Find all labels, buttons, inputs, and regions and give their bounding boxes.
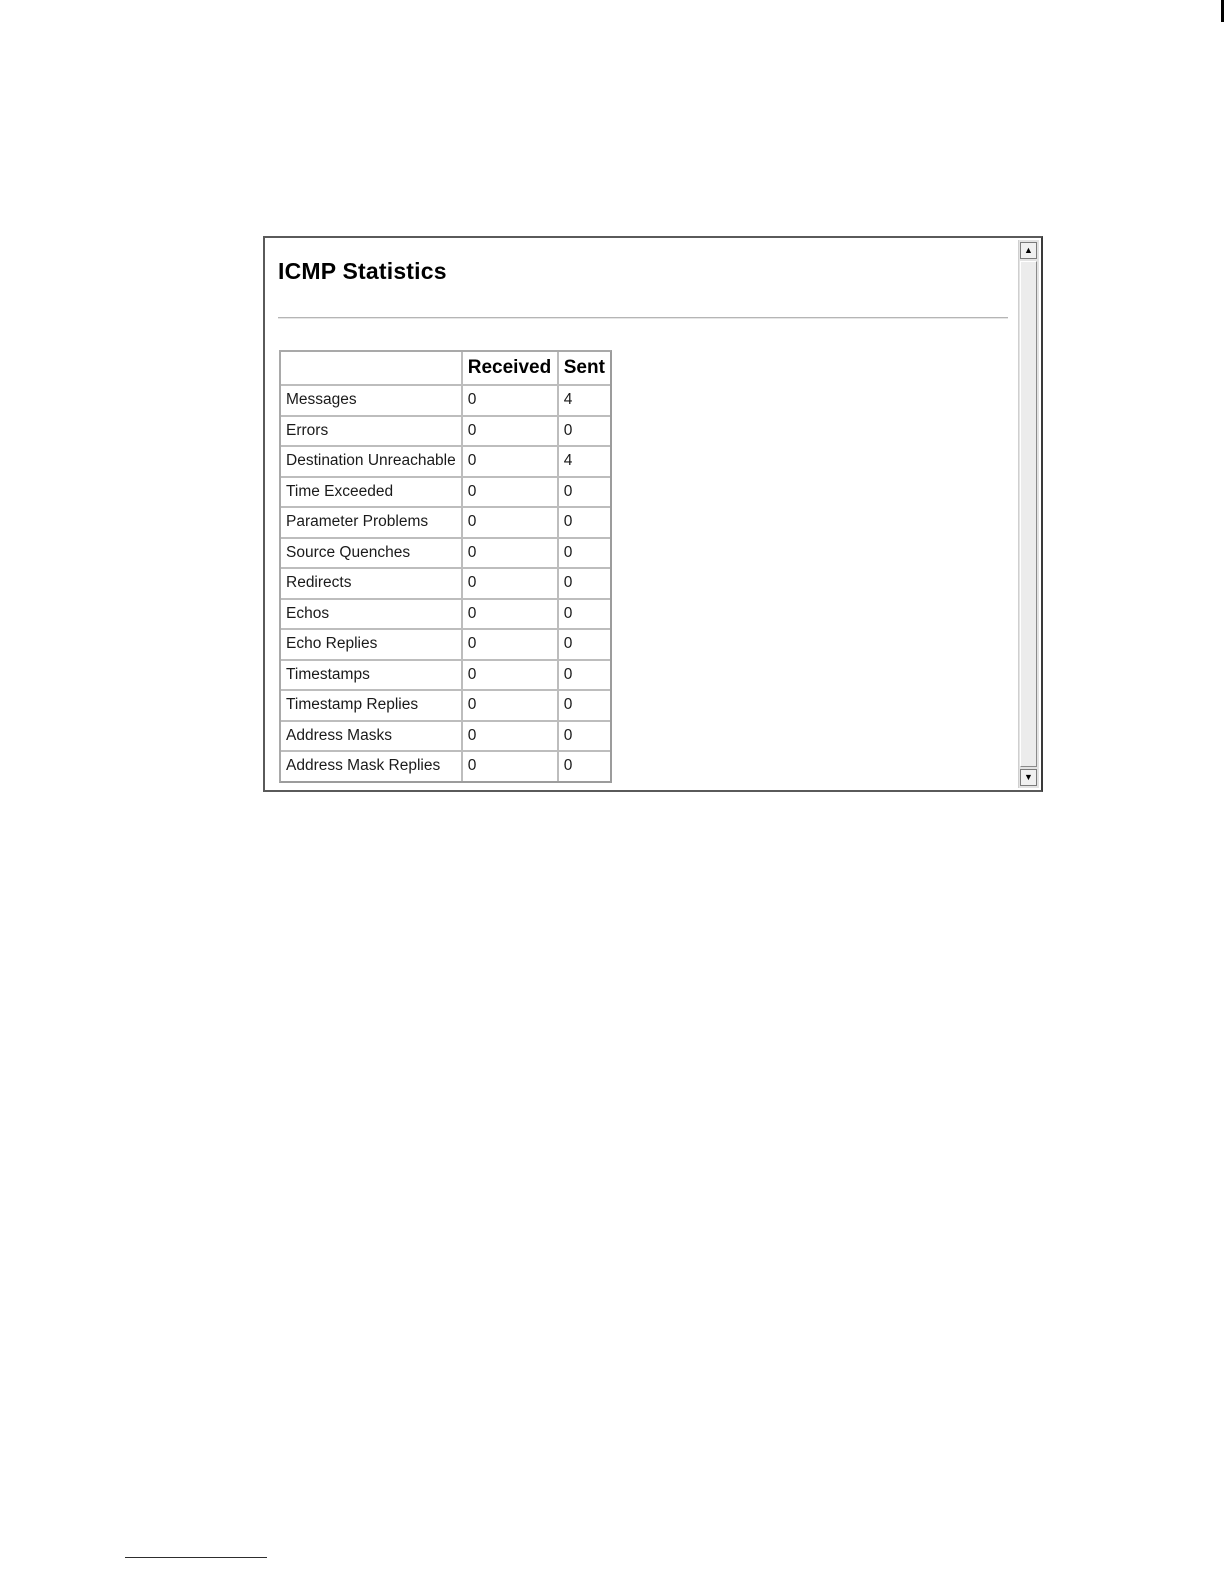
row-label: Address Mask Replies [281, 752, 463, 781]
table-row [281, 661, 610, 692]
scroll-down-button[interactable] [1020, 769, 1037, 786]
row-sent: 0 [559, 508, 610, 539]
row-label: Timestamps [281, 661, 463, 692]
row-sent: 4 [559, 386, 610, 417]
row-received: 0 [463, 691, 559, 722]
row-received: 0 [463, 386, 559, 417]
table-row [281, 539, 610, 570]
table-header-row [281, 352, 610, 386]
row-received: 0 [463, 447, 559, 478]
row-label: Echos [281, 600, 463, 631]
table-row [281, 722, 610, 753]
row-label: Timestamp Replies [281, 691, 463, 722]
header-received: Received [463, 352, 559, 386]
table-row [281, 386, 610, 417]
header-sent: Sent [559, 352, 610, 386]
row-received: 0 [463, 478, 559, 509]
table-row [281, 630, 610, 661]
row-received: 0 [463, 508, 559, 539]
title-divider [278, 317, 1008, 319]
row-label: Destination Unreachable [281, 447, 463, 478]
row-sent: 0 [559, 630, 610, 661]
row-label: Echo Replies [281, 630, 463, 661]
arrow-down-icon: ▼ [1024, 772, 1033, 782]
row-label: Redirects [281, 569, 463, 600]
row-label: Messages [281, 386, 463, 417]
row-received: 0 [463, 539, 559, 570]
row-sent: 4 [559, 447, 610, 478]
row-received: 0 [463, 661, 559, 692]
arrow-up-icon: ▲ [1024, 245, 1033, 255]
row-sent: 0 [559, 417, 610, 448]
row-received: 0 [463, 752, 559, 781]
row-sent: 0 [563, 757, 573, 775]
table-row [281, 752, 610, 781]
row-label: Address Masks [281, 722, 463, 753]
row-received: 0 [463, 630, 559, 661]
browser-window [263, 236, 1043, 792]
row-sent: 0 [559, 600, 610, 631]
page-title: ICMP Statistics [278, 258, 447, 284]
icmp-statistics-table [279, 350, 612, 783]
scroll-up-button[interactable] [1020, 242, 1037, 259]
row-sent: 0 [559, 691, 610, 722]
table-row [281, 569, 610, 600]
page-content [265, 238, 1017, 790]
table-row [281, 600, 610, 631]
row-label: Source Quenches [281, 539, 463, 570]
row-received: 0 [463, 417, 559, 448]
row-sent: 0 [559, 539, 610, 570]
vertical-scrollbar[interactable] [1018, 240, 1039, 788]
table-row [281, 691, 610, 722]
row-label: Errors [281, 417, 463, 448]
row-sent: 0 [559, 478, 610, 509]
row-label: Time Exceeded [281, 478, 463, 509]
row-received: 0 [463, 600, 559, 631]
table-row [281, 508, 610, 539]
row-sent: 0 [559, 569, 610, 600]
table-row [281, 478, 610, 509]
scroll-thumb[interactable] [1020, 261, 1037, 767]
row-label: Parameter Problems [281, 508, 463, 539]
table-row [281, 417, 610, 448]
footnote-divider [125, 1557, 267, 1558]
row-received: 0 [463, 569, 559, 600]
row-sent: 0 [559, 722, 610, 753]
header-label [281, 352, 463, 386]
table-row [281, 447, 610, 478]
row-sent: 0 [559, 661, 610, 692]
row-received: 0 [463, 722, 559, 753]
